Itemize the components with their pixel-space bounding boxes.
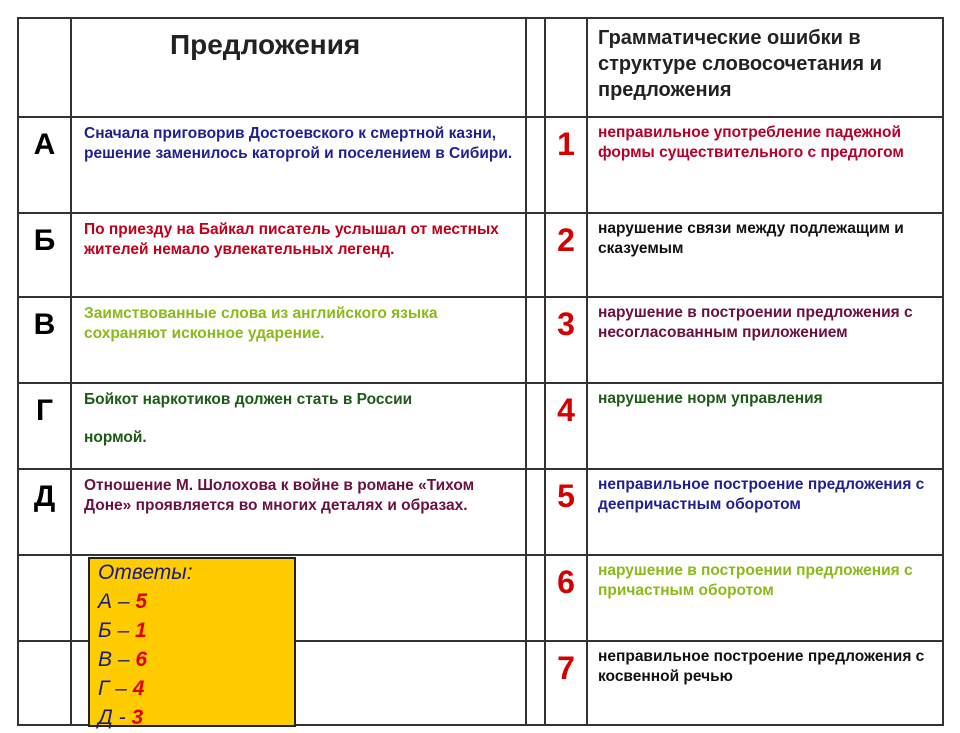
error-number: 3 bbox=[557, 306, 575, 342]
sentence-line-1: Бойкот наркотиков должен стать в России bbox=[84, 391, 413, 408]
sentence-text: Отношение М. Шолохова к войне в романе «Тихом Доне» проявляется во многих деталях и образах. bbox=[84, 477, 475, 514]
row-letter: Б bbox=[33, 224, 56, 257]
answer-line bbox=[98, 646, 294, 675]
error-number: 1 bbox=[557, 126, 575, 162]
answer-line bbox=[98, 675, 294, 704]
row-letter: А bbox=[33, 128, 56, 161]
sentences-heading: Предложения bbox=[170, 29, 361, 60]
error-description: нарушение норм управления bbox=[598, 390, 823, 407]
answer-line bbox=[98, 588, 294, 617]
error-description: нарушение в построении предложения с причастным оборотом bbox=[598, 562, 913, 599]
answer-value: 4 bbox=[132, 677, 145, 700]
answers-title: Ответы: bbox=[98, 561, 193, 584]
error-number: 5 bbox=[557, 478, 575, 514]
empty-letter-cell bbox=[18, 641, 71, 725]
sentence-text: По приезду на Байкал писатель услышал от местных жителей немало увлекательных легенд. bbox=[84, 221, 499, 258]
error-number: 4 bbox=[557, 392, 575, 428]
header-spacer-cell bbox=[526, 18, 545, 117]
answer-letter: Г – bbox=[98, 677, 133, 700]
answer-line bbox=[98, 617, 294, 646]
header-sentences-cell bbox=[71, 18, 526, 117]
error-description: неправильное построение предложения с деепричастным оборотом bbox=[598, 476, 925, 513]
answers-box bbox=[88, 557, 296, 727]
header-blank-cell bbox=[18, 18, 71, 117]
answer-letter: Д - bbox=[98, 706, 132, 729]
error-number: 7 bbox=[557, 650, 575, 686]
sentence-text: Сначала приговорив Достоевского к смертной казни, решение заменилось каторгой и поселением в Сибири. bbox=[84, 125, 513, 162]
error-description: неправильное построение предложения с косвенной речью bbox=[598, 648, 925, 685]
answer-value: 1 bbox=[135, 619, 147, 642]
answer-value: 6 bbox=[135, 648, 148, 671]
spacer-cell bbox=[526, 469, 545, 555]
table-row bbox=[18, 213, 943, 297]
error-number: 2 bbox=[557, 222, 575, 258]
answer-value: 3 bbox=[131, 706, 144, 729]
answer-letter: В – bbox=[98, 648, 136, 671]
spacer-cell bbox=[526, 297, 545, 383]
answer-line bbox=[98, 704, 294, 733]
table-row bbox=[18, 117, 943, 213]
table-row bbox=[18, 469, 943, 555]
spacer-cell bbox=[526, 555, 545, 641]
answer-letter: А – bbox=[98, 590, 136, 613]
spacer-cell bbox=[526, 641, 545, 725]
answer-letter: Б – bbox=[98, 619, 136, 642]
sentence-text: Заимствованные слова из английского языка сохраняют исконное ударение. bbox=[84, 305, 438, 342]
empty-letter-cell bbox=[18, 555, 71, 641]
error-description: нарушение связи между подлежащим и сказуемым bbox=[598, 220, 904, 257]
row-letter: В bbox=[33, 308, 56, 341]
sentence-text bbox=[72, 384, 525, 448]
error-description: неправильное употребление падежной формы существительного с предлогом bbox=[598, 124, 904, 161]
spacer-cell bbox=[526, 213, 545, 297]
header-errors-cell bbox=[587, 18, 943, 117]
header-number-cell bbox=[545, 18, 587, 117]
answer-value: 5 bbox=[135, 590, 148, 613]
spacer-cell bbox=[526, 117, 545, 213]
error-description: нарушение в построении предложения с несогласованным приложением bbox=[598, 304, 913, 341]
spacer-cell bbox=[526, 383, 545, 469]
row-letter: Д bbox=[33, 480, 56, 513]
table-row bbox=[18, 297, 943, 383]
row-letter: Г bbox=[35, 394, 53, 427]
sentence-line-2: нормой. bbox=[84, 429, 147, 446]
error-number: 6 bbox=[557, 564, 575, 600]
table-row bbox=[18, 383, 943, 469]
errors-heading: Грамматические ошибки в структуре словосочетания и предложения bbox=[598, 27, 882, 101]
header-row bbox=[18, 18, 943, 117]
